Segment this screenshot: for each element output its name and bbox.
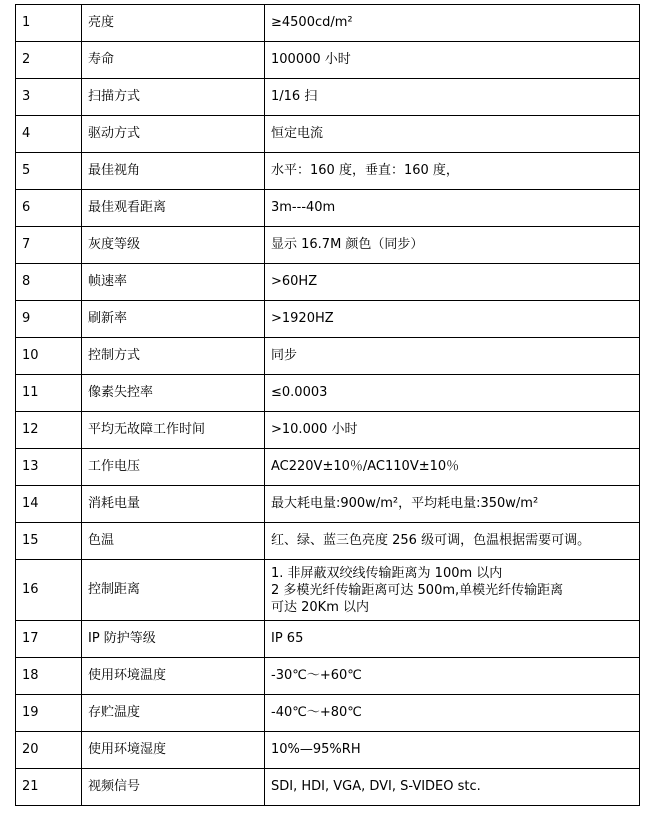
spec-value: >10.000 小时 <box>265 412 640 449</box>
table-row <box>16 227 640 264</box>
spec-name: 像素失控率 <box>82 375 265 412</box>
table-row <box>16 375 640 412</box>
spec-value: 100000 小时 <box>265 42 640 79</box>
spec-value: SDI, HDI, VGA, DVI, S-VIDEO stc. <box>265 769 640 806</box>
spec-value: AC220V±10％/AC110V±10％ <box>265 449 640 486</box>
row-number: 12 <box>16 412 82 449</box>
table-row <box>16 732 640 769</box>
spec-name: 工作电压 <box>82 449 265 486</box>
spec-name: 最佳观看距离 <box>82 190 265 227</box>
table-row <box>16 338 640 375</box>
row-number: 3 <box>16 79 82 116</box>
spec-value: ≥4500cd/m² <box>265 5 640 42</box>
spec-name: 寿命 <box>82 42 265 79</box>
spec-value: IP 65 <box>265 621 640 658</box>
spec-name: 控制距离 <box>82 560 265 621</box>
spec-name: 帧速率 <box>82 264 265 301</box>
spec-value-line: 可达 20Km 以内 <box>271 599 369 615</box>
spec-value <box>265 560 640 621</box>
row-number: 13 <box>16 449 82 486</box>
row-number: 8 <box>16 264 82 301</box>
spec-value: 水平：160 度，垂直：160 度， <box>265 153 640 190</box>
row-number: 4 <box>16 116 82 153</box>
spec-value: 3m---40m <box>265 190 640 227</box>
table-row <box>16 301 640 338</box>
spec-value: -40℃～+80℃ <box>265 695 640 732</box>
spec-value: 1/16 扫 <box>265 79 640 116</box>
table-row <box>16 5 640 42</box>
spec-name: 色温 <box>82 523 265 560</box>
spec-value: 恒定电流 <box>265 116 640 153</box>
spec-value: -30℃～+60℃ <box>265 658 640 695</box>
table-row <box>16 621 640 658</box>
row-number: 9 <box>16 301 82 338</box>
row-number: 18 <box>16 658 82 695</box>
row-number: 20 <box>16 732 82 769</box>
table-row <box>16 190 640 227</box>
row-number: 10 <box>16 338 82 375</box>
spec-name: 平均无故障工作时间 <box>82 412 265 449</box>
spec-name: 使用环境湿度 <box>82 732 265 769</box>
spec-name: 控制方式 <box>82 338 265 375</box>
table-row <box>16 486 640 523</box>
table-row <box>16 79 640 116</box>
spec-value: 红、绿、蓝三色亮度 256 级可调，色温根据需要可调。 <box>265 523 640 560</box>
spec-name: 亮度 <box>82 5 265 42</box>
spec-name: 视频信号 <box>82 769 265 806</box>
spec-name: 刷新率 <box>82 301 265 338</box>
table-row <box>16 658 640 695</box>
spec-value: ≤0.0003 <box>265 375 640 412</box>
row-number: 21 <box>16 769 82 806</box>
table-row <box>16 412 640 449</box>
spec-table-body <box>16 5 640 806</box>
spec-value-line: 2 多模光纤传输距离可达 500m,单模光纤传输距离 <box>271 582 564 598</box>
row-number: 2 <box>16 42 82 79</box>
spec-value-line: 1. 非屏蔽双绞线传输距离为 100m 以内 <box>271 565 503 581</box>
row-number: 17 <box>16 621 82 658</box>
spec-value: 最大耗电量:900w/m²，平均耗电量:350w/m² <box>265 486 640 523</box>
spec-value: 同步 <box>265 338 640 375</box>
spec-value: 显示 16.7M 颜色（同步） <box>265 227 640 264</box>
row-number: 7 <box>16 227 82 264</box>
spec-table <box>15 4 640 806</box>
table-row <box>16 560 640 621</box>
spec-name: 最佳视角 <box>82 153 265 190</box>
spec-value: >60HZ <box>265 264 640 301</box>
spec-name: 使用环境温度 <box>82 658 265 695</box>
row-number: 5 <box>16 153 82 190</box>
spec-value: 10%—95%RH <box>265 732 640 769</box>
spec-value: >1920HZ <box>265 301 640 338</box>
table-row <box>16 449 640 486</box>
row-number: 6 <box>16 190 82 227</box>
row-number: 14 <box>16 486 82 523</box>
table-row <box>16 769 640 806</box>
table-row <box>16 116 640 153</box>
spec-name: 驱动方式 <box>82 116 265 153</box>
spec-name: 扫描方式 <box>82 79 265 116</box>
spec-name: 灰度等级 <box>82 227 265 264</box>
table-row <box>16 264 640 301</box>
row-number: 16 <box>16 560 82 621</box>
row-number: 1 <box>16 5 82 42</box>
table-row <box>16 523 640 560</box>
table-row <box>16 153 640 190</box>
row-number: 11 <box>16 375 82 412</box>
table-row <box>16 695 640 732</box>
row-number: 15 <box>16 523 82 560</box>
table-row <box>16 42 640 79</box>
spec-name: 消耗电量 <box>82 486 265 523</box>
spec-name: 存贮温度 <box>82 695 265 732</box>
row-number: 19 <box>16 695 82 732</box>
spec-name: IP 防护等级 <box>82 621 265 658</box>
